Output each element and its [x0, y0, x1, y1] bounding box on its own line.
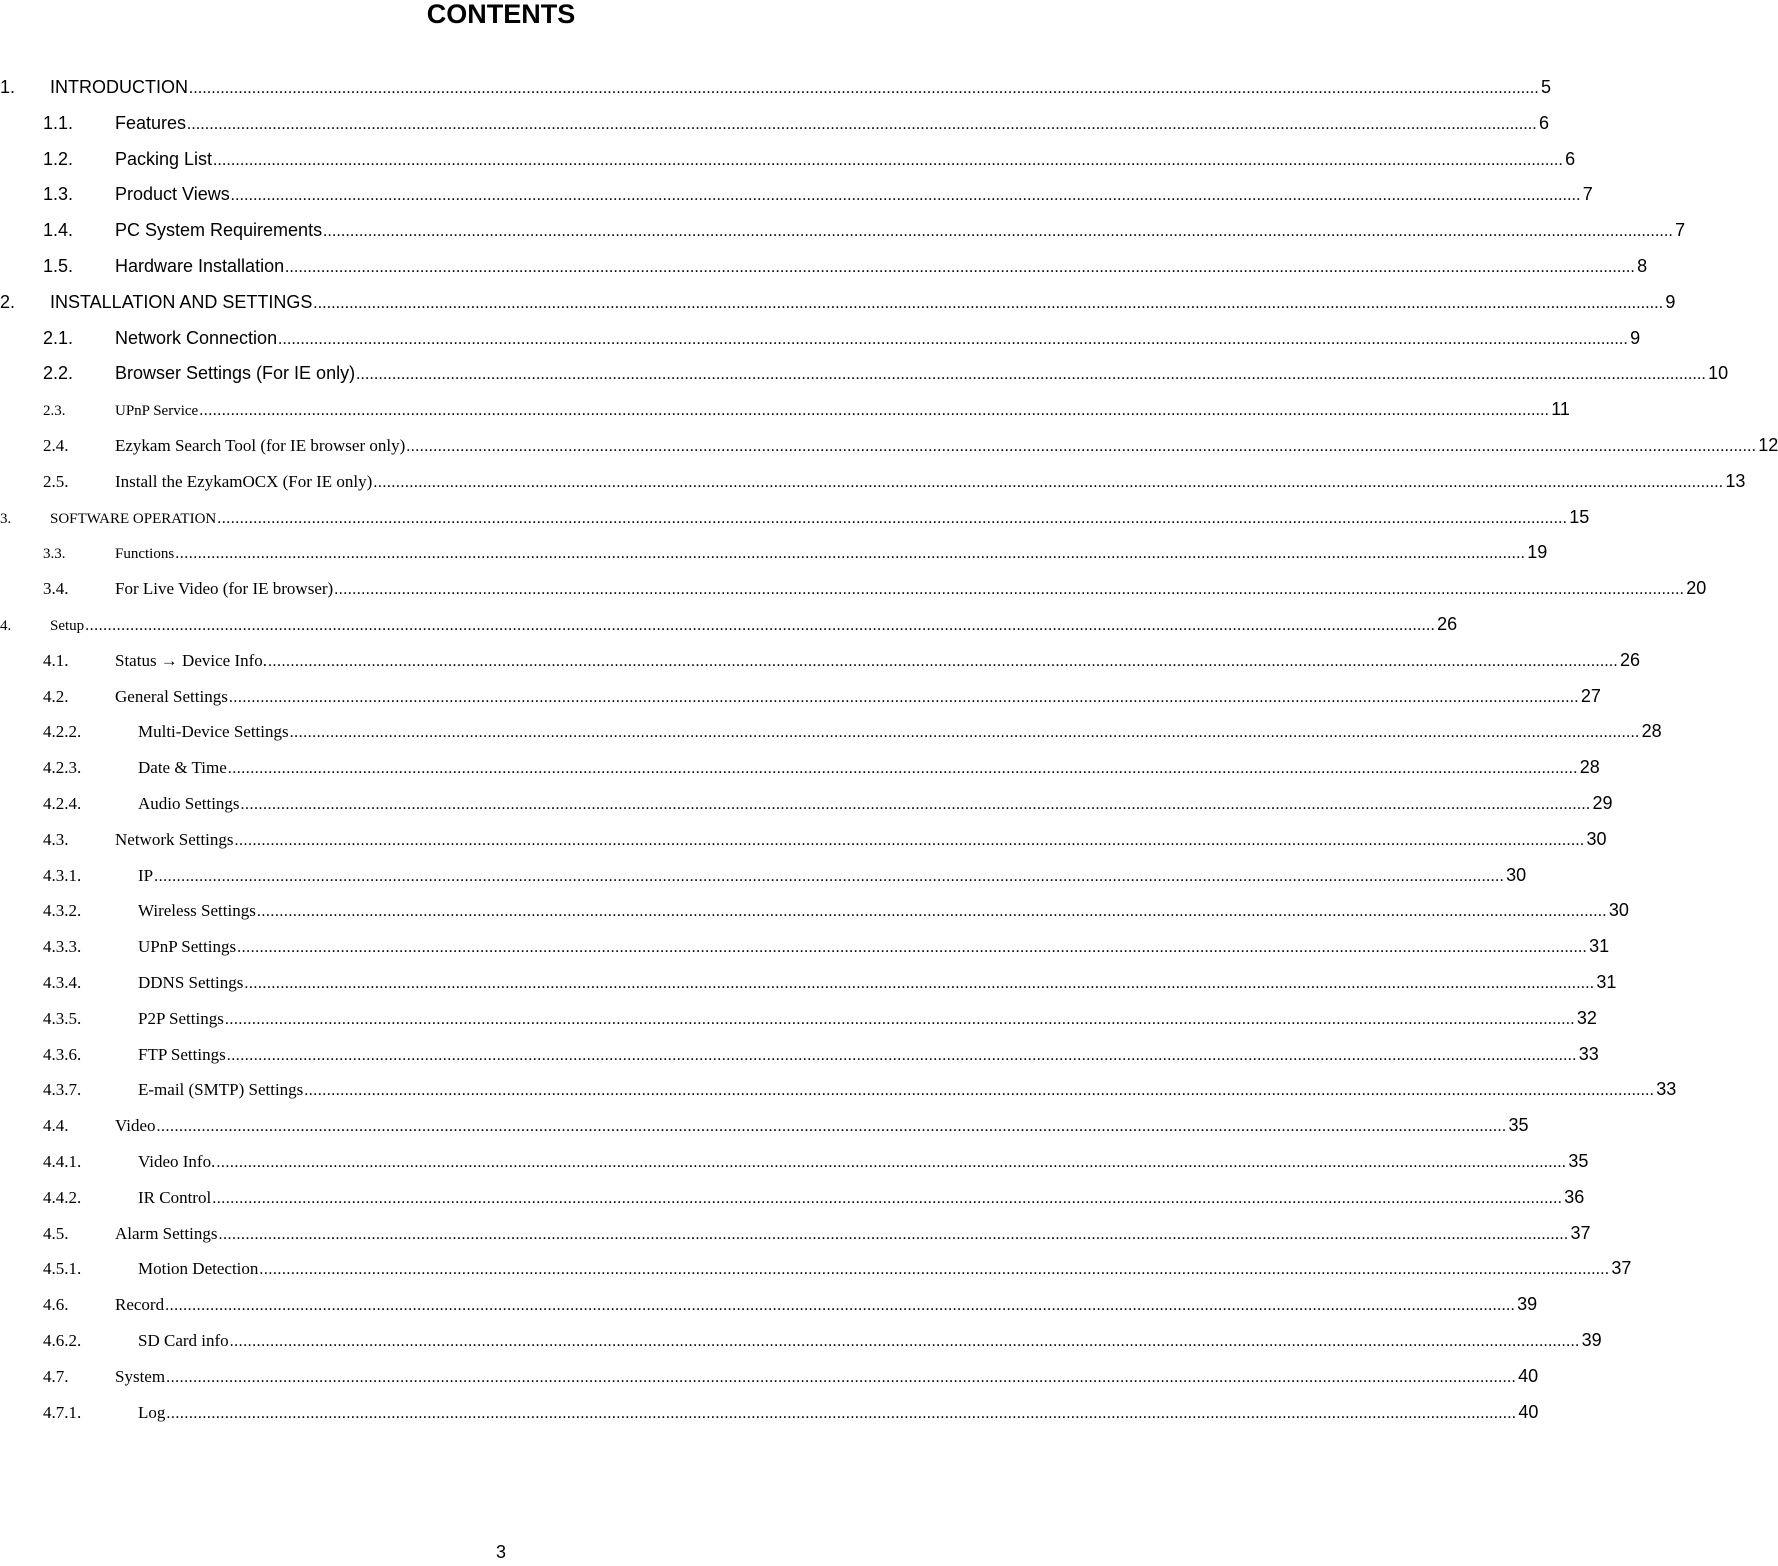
- toc-leader-dots: ............................................................................................................................................................................................................................................................................................................: [166, 1368, 1517, 1386]
- toc-entry-number: 4.4.2.: [43, 1187, 82, 1207]
- toc-entry-title: IP: [138, 865, 154, 885]
- toc-entry-number: 1.: [0, 77, 16, 97]
- toc-entry[interactable]: [0, 1324, 1602, 1354]
- toc-entry-page: 35: [1508, 1115, 1529, 1136]
- toc-entry-page: 7: [1582, 184, 1593, 205]
- toc-entry-page: 33: [1656, 1079, 1677, 1100]
- toc-entry-number: 2.: [0, 291, 16, 312]
- toc-entry-title: SOFTWARE OPERATION: [50, 510, 217, 527]
- toc-entry-number: 4.3.7.: [43, 1080, 82, 1100]
- toc-leader-dots: ............................................................................................................................................................................................................................................................................................................: [230, 187, 1581, 205]
- toc-entry[interactable]: [0, 572, 1707, 602]
- toc-entry[interactable]: [0, 1360, 1539, 1390]
- toc-entry-page: 15: [1569, 506, 1590, 527]
- toc-entry-number: 4.2.2.: [43, 722, 82, 742]
- toc-leader-dots: ............................................................................................................................................................................................................................................................................................................: [304, 1082, 1655, 1100]
- toc-entry-page: 30: [1608, 900, 1629, 921]
- toc-entry[interactable]: [0, 930, 1610, 960]
- toc-leader-dots: ............................................................................................................................................................................................................................................................................................................: [85, 617, 1436, 634]
- toc-entry-page: 40: [1518, 1401, 1539, 1422]
- toc-entry-page: 9: [1665, 291, 1676, 312]
- toc-entry[interactable]: [0, 71, 1552, 101]
- toc-entry-number: 4.2.4.: [43, 794, 82, 813]
- toc-leader-dots: ............................................................................................................................................................................................................................................................................................................: [228, 688, 1579, 706]
- toc-entry-number: 2.4.: [43, 436, 69, 455]
- toc-entry[interactable]: [0, 501, 1590, 531]
- toc-entry-number: 4.7.: [43, 1366, 69, 1386]
- toc-entry-page: 6: [1565, 148, 1576, 169]
- toc-entry-number: 4.1.: [43, 650, 69, 670]
- toc-entry-page: 29: [1592, 793, 1613, 813]
- toc-entry-number: 1.4.: [43, 220, 74, 241]
- toc-entry[interactable]: [0, 107, 1550, 137]
- toc-entry-page: 28: [1579, 757, 1600, 778]
- toc-leader-dots: ............................................................................................................................................................................................................................................................................................................: [373, 473, 1724, 491]
- toc-entry-page: 28: [1641, 721, 1662, 742]
- toc-entry-title: Video: [115, 1116, 156, 1136]
- toc-entry-page: 12: [1758, 435, 1778, 455]
- toc-entry-page: 32: [1576, 1007, 1597, 1028]
- toc-entry-page: 10: [1708, 363, 1729, 384]
- toc-entry-number: 4.5.: [43, 1223, 69, 1243]
- toc-entry-page: 6: [1539, 112, 1550, 133]
- toc-entry-page: 39: [1517, 1294, 1538, 1315]
- toc-entry-page: 30: [1506, 864, 1527, 885]
- toc-entry-page: 9: [1630, 327, 1641, 348]
- toc-entry-number: 1.3.: [43, 184, 74, 205]
- toc-leader-dots: ............................................................................................................................................................................................................................................................................................................: [165, 1297, 1516, 1315]
- toc-entry-number: 4.4.1.: [43, 1152, 82, 1171]
- toc-entry-number: 4.3.6.: [43, 1044, 82, 1064]
- toc-entry-page: 35: [1568, 1151, 1589, 1171]
- toc-entry[interactable]: [0, 1038, 1599, 1068]
- toc-entry-title: Ezykam Search Tool (for IE browser only): [115, 436, 406, 455]
- toc-entry-title: Motion Detection: [138, 1259, 259, 1279]
- toc-entry[interactable]: [0, 787, 1613, 817]
- toc-entry-title: General Settings: [115, 686, 228, 706]
- toc-entry[interactable]: [0, 286, 1676, 316]
- toc-entry[interactable]: [0, 894, 1629, 924]
- toc-leader-dots: ............................................................................................................................................................................................................................................................................................................: [356, 366, 1707, 384]
- toc-entry-title: IR Control: [138, 1187, 212, 1207]
- toc-leader-dots: ............................................................................................................................................................................................................................................................................................................: [285, 259, 1636, 276]
- toc-entry[interactable]: [0, 1217, 1591, 1247]
- toc-entry[interactable]: [0, 1181, 1585, 1211]
- toc-entry-title: Date & Time: [138, 758, 227, 778]
- toc-entry[interactable]: [0, 250, 1648, 280]
- toc-leader-dots: ............................................................................................................................................................................................................................................................................................................: [406, 438, 1757, 455]
- toc-entry[interactable]: [0, 823, 1607, 853]
- toc-leader-dots: ............................................................................................................................................................................................................................................................................................................: [199, 402, 1550, 420]
- toc-entry-number: 1.1.: [43, 112, 74, 133]
- toc-leader-dots: ............................................................................................................................................................................................................................................................................................................: [240, 796, 1591, 813]
- toc-leader-dots: ............................................................................................................................................................................................................................................................................................................: [237, 939, 1588, 957]
- toc-entry[interactable]: [0, 1073, 1677, 1103]
- toc-entry[interactable]: [0, 859, 1527, 889]
- toc-entry-number: 2.5.: [43, 471, 69, 491]
- toc-entry-number: 3.: [0, 510, 12, 527]
- toc-entry-title: Status → Device Info.: [115, 650, 268, 670]
- toc-entry-number: 3.3.: [43, 546, 66, 563]
- toc-entry[interactable]: [0, 751, 1600, 781]
- toc-entry-number: 4.4.: [43, 1116, 69, 1136]
- toc-entry-page: 20: [1686, 578, 1707, 599]
- toc-entry-title: Hardware Installation: [115, 256, 285, 276]
- toc-leader-dots: ............................................................................................................................................................................................................................................................................................................: [289, 724, 1640, 742]
- page-number: 3: [495, 1542, 506, 1562]
- toc-entry-title: P2P Settings: [138, 1008, 224, 1028]
- toc-entry-number: 4.7.1.: [43, 1402, 82, 1422]
- toc-entry-title: DDNS Settings: [138, 973, 244, 992]
- toc-leader-dots: ............................................................................................................................................................................................................................................................................................................: [226, 1046, 1577, 1064]
- toc-entry[interactable]: [0, 536, 1548, 566]
- toc-leader-dots: ............................................................................................................................................................................................................................................................................................................: [278, 330, 1629, 348]
- toc-entry[interactable]: [0, 644, 1641, 674]
- toc-leader-dots: ............................................................................................................................................................................................................................................................................................................: [213, 151, 1564, 169]
- toc-entry[interactable]: [0, 680, 1601, 710]
- toc-leader-dots: ............................................................................................................................................................................................................................................................................................................: [166, 1404, 1517, 1422]
- toc-entry-number: 4.6.: [43, 1295, 69, 1315]
- toc-entry[interactable]: [0, 465, 1746, 495]
- toc-entry-page: 5: [1541, 77, 1552, 97]
- toc-entry[interactable]: [0, 1396, 1539, 1426]
- toc-leader-dots: ............................................................................................................................................................................................................................................................................................................: [187, 115, 1538, 133]
- toc-entry-number: 1.2.: [43, 148, 74, 169]
- toc-entry-page: 19: [1527, 542, 1548, 563]
- toc-entry-page: 31: [1589, 936, 1610, 957]
- toc-leader-dots: ............................................................................................................................................................................................................................................................................................................: [156, 1118, 1507, 1136]
- toc-entry-title: Browser Settings (For IE only): [115, 363, 356, 384]
- toc-leader-dots: ............................................................................................................................................................................................................................................................................................................: [256, 903, 1607, 921]
- toc-entry-page: 39: [1581, 1330, 1602, 1350]
- toc-leader-dots: ............................................................................................................................................................................................................................................................................................................: [189, 80, 1539, 97]
- toc-entry-title: Multi-Device Settings: [138, 722, 289, 742]
- toc-leader-dots: ............................................................................................................................................................................................................................................................................................................: [313, 294, 1664, 312]
- toc-entry-title: E-mail (SMTP) Settings: [138, 1080, 304, 1100]
- toc-leader-dots: ............................................................................................................................................................................................................................................................................................................: [218, 1225, 1569, 1243]
- toc-entry-number: 4.3.: [43, 829, 69, 849]
- toc-entry-number: 4.3.3.: [43, 937, 82, 957]
- toc-entry-title: PC System Requirements: [115, 220, 323, 241]
- toc-entry[interactable]: [0, 715, 1662, 745]
- toc-entry[interactable]: [0, 1109, 1529, 1139]
- toc-entry[interactable]: [0, 966, 1617, 996]
- toc-entry-page: 26: [1437, 614, 1458, 634]
- toc-entry-number: 4.2.3.: [43, 758, 82, 778]
- toc-entry-title: Video Info.: [138, 1152, 216, 1171]
- toc-entry-title: Log: [138, 1402, 166, 1422]
- toc-entry-page: 26: [1620, 649, 1641, 670]
- toc-entry[interactable]: [0, 1145, 1589, 1175]
- toc-entry-title: Alarm Settings: [115, 1223, 218, 1243]
- toc-entry-number: 2.1.: [43, 327, 74, 348]
- toc-entry-page: 31: [1596, 972, 1617, 992]
- toc-leader-dots: ............................................................................................................................................................................................................................................................................................................: [259, 1261, 1610, 1279]
- toc-entry-number: 4.6.2.: [43, 1331, 82, 1350]
- toc-entry-number: 4.3.1.: [43, 865, 82, 885]
- toc-entry-title: UPnP Settings: [138, 937, 237, 957]
- toc-entry[interactable]: [0, 322, 1641, 352]
- toc-entry-number: 4.: [0, 618, 12, 634]
- toc-entry-title: Install the EzykamOCX (For IE only): [115, 471, 373, 491]
- toc-entry-title: Network Connection: [115, 327, 278, 348]
- toc-leader-dots: ............................................................................................................................................................................................................................................................................................................: [334, 581, 1685, 599]
- toc-leader-dots: ............................................................................................................................................................................................................................................................................................................: [175, 545, 1526, 563]
- toc-entry-title: Functions: [115, 546, 175, 563]
- toc-entry-title: Record: [115, 1295, 165, 1315]
- toc-entry-number: 3.4.: [43, 579, 69, 599]
- toc-entry[interactable]: [0, 1288, 1538, 1318]
- toc-entry-title: For Live Video (for IE browser): [115, 579, 334, 599]
- toc-entry-page: 13: [1725, 470, 1746, 491]
- toc-entry[interactable]: [0, 1252, 1632, 1282]
- toc-entry-page: 8: [1637, 256, 1648, 276]
- toc-entry-title: System: [115, 1366, 166, 1386]
- toc-entry-number: 2.2.: [43, 363, 74, 384]
- toc-entry-title: Audio Settings: [138, 794, 240, 813]
- toc-entry-page: 37: [1611, 1258, 1632, 1279]
- toc-entry-title: Wireless Settings: [138, 901, 256, 921]
- toc-entry-number: 4.5.1.: [43, 1259, 82, 1279]
- toc-entry-page: 27: [1580, 685, 1601, 706]
- toc-entry[interactable]: [0, 143, 1576, 173]
- page-title: CONTENTS: [426, 0, 576, 29]
- toc-entry-title: Packing List: [115, 148, 213, 169]
- toc-entry-number: 4.3.5.: [43, 1008, 82, 1028]
- toc-entry-title: UPnP Service: [115, 403, 199, 420]
- toc-leader-dots: ............................................................................................................................................................................................................................................................................................................: [268, 652, 1619, 670]
- toc-leader-dots: ............................................................................................................................................................................................................................................................................................................: [212, 1189, 1563, 1207]
- toc-entry-title: Network Settings: [115, 829, 234, 849]
- toc-entry-title: Features: [115, 112, 187, 133]
- toc-entry-page: 37: [1570, 1222, 1591, 1243]
- toc-entry[interactable]: [0, 429, 1778, 459]
- toc-leader-dots: ............................................................................................................................................................................................................................................................................................................: [216, 1154, 1567, 1171]
- toc-entry-title: Setup: [50, 618, 85, 634]
- toc-entry-page: 11: [1551, 399, 1570, 420]
- toc-entry-title: SD Card info: [138, 1331, 229, 1350]
- toc-entry-number: 4.3.2.: [43, 901, 82, 921]
- toc-entry-title: FTP Settings: [138, 1044, 226, 1064]
- toc-entry-page: 7: [1675, 220, 1686, 241]
- toc-leader-dots: ............................................................................................................................................................................................................................................................................................................: [244, 975, 1595, 992]
- toc-leader-dots: ............................................................................................................................................................................................................................................................................................................: [234, 831, 1585, 849]
- toc-leader-dots: ............................................................................................................................................................................................................................................................................................................: [229, 1333, 1580, 1350]
- toc-entry-page: 33: [1578, 1043, 1599, 1064]
- toc-leader-dots: ............................................................................................................................................................................................................................................................................................................: [154, 867, 1505, 885]
- toc-leader-dots: ............................................................................................................................................................................................................................................................................................................: [227, 760, 1578, 778]
- toc-entry[interactable]: [0, 393, 1570, 423]
- toc-leader-dots: ............................................................................................................................................................................................................................................................................................................: [217, 509, 1568, 527]
- toc-entry-title: Product Views: [115, 184, 230, 205]
- toc-entry-title: INTRODUCTION: [50, 77, 188, 97]
- toc-entry-number: 4.3.4.: [43, 973, 82, 992]
- toc-entry-page: 40: [1518, 1365, 1539, 1386]
- toc-entry-number: 2.3.: [43, 403, 66, 420]
- toc-leader-dots: ............................................................................................................................................................................................................................................................................................................: [323, 223, 1674, 241]
- toc-entry[interactable]: [0, 214, 1686, 244]
- toc-leader-dots: ............................................................................................................................................................................................................................................................................................................: [224, 1010, 1575, 1028]
- toc-entry-number: 4.2.: [43, 686, 69, 706]
- toc-entry-page: 30: [1586, 828, 1607, 849]
- toc-entry-title: INSTALLATION AND SETTINGS: [50, 291, 313, 312]
- toc-entry-number: 1.5.: [43, 256, 74, 276]
- toc-entry-page: 36: [1564, 1186, 1585, 1207]
- toc-entry[interactable]: [0, 1002, 1597, 1032]
- toc-entry[interactable]: [0, 178, 1593, 208]
- toc-entry[interactable]: [0, 608, 1458, 638]
- toc-entry[interactable]: [0, 357, 1729, 387]
